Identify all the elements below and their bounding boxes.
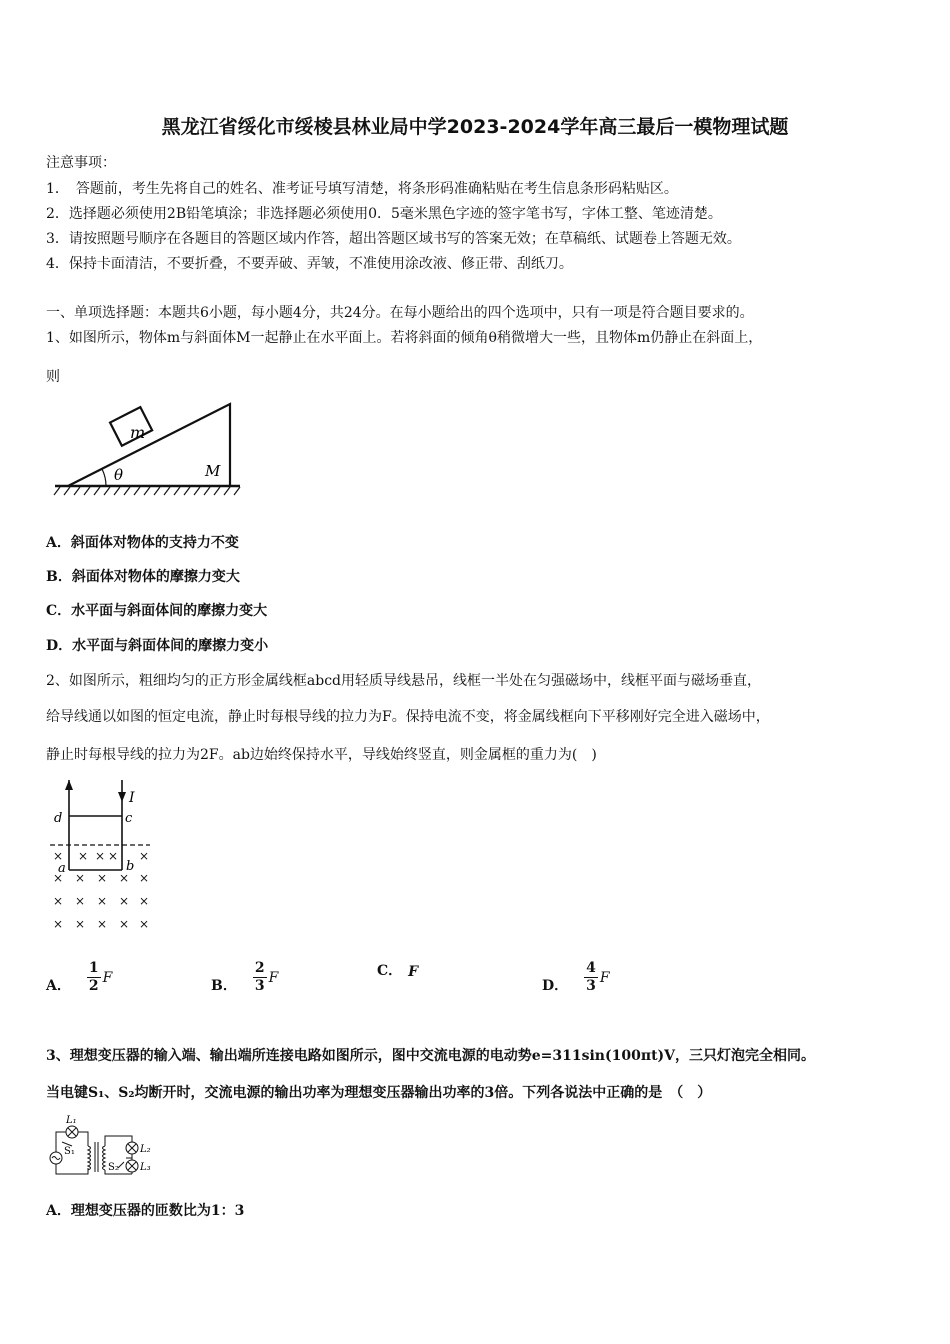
field-mark: × [108,849,119,863]
q1-option-c: C．水平面与斜面体间的摩擦力变大 [46,603,268,619]
field-mark: × [75,871,86,885]
field-mark: × [119,871,130,885]
q3-label-l1: L₁ [66,1115,77,1126]
q3-stem-line2: 当电键S₁、S₂均断开时，交流电源的输出功率为理想变压器输出功率的3倍。下列各说法中正确的是 （ ） [46,1085,712,1101]
q1-option-a: A．斜面体对物体的支持力不变 [46,535,239,551]
force-symbol: F [599,969,610,986]
field-mark: × [139,849,150,863]
denominator: 3 [586,978,596,994]
denominator: 3 [254,978,265,994]
q1-option-b: B．斜面体对物体的摩擦力变大 [46,569,240,585]
q2-option-a [46,960,112,995]
field-mark: × [119,917,130,931]
q2-current-label: I [129,790,135,806]
q2-stem-line2: 给导线通以如图的恒定电流，静止时每根导线的拉力为F。保持电流不变，将金属线框向下平移刚好完全进入磁场中， [46,709,770,725]
notice-item: 2．选择题必须使用2B铅笔填涂；非选择题必须使用0．5毫米黑色字迹的签字笔书写，字体工整、笔迹清楚。 [46,206,722,222]
q2-vertex-b: b [126,859,135,874]
q1-stem-line2: 则 [46,369,60,385]
q2-option-c [377,960,418,980]
field-mark: × [119,894,130,908]
force-symbol: F [268,969,279,986]
q2-stem-line1: 2、如图所示，粗细均匀的正方形金属线框abcd用轻质导线悬吊，线框一半处在匀强磁场中，线框平面与磁场垂直， [46,673,762,689]
q1-incline-figure [50,398,245,500]
section-heading: 一、单项选择题：本题共6小题，每小题4分，共24分。在每小题给出的四个选项中，只有一项是符合题目要求的。 [46,305,754,321]
numerator: 2 [254,960,265,976]
q2-stem-line3: 静止时每根导线的拉力为2F。ab边始终保持水平，导线始终竖直，则金属框的重力为( ) [46,747,597,763]
field-mark: × [53,871,64,885]
page-title: 黑龙江省绥化市绥棱县林业局中学2023-2024学年高三最后一模物理试题 [161,116,789,138]
q1-wedge-label: M [205,462,221,480]
q2-vertex-d: d [54,811,63,826]
q3-stem-line1: 3、理想变压器的输入端、输出端所连接电路如图所示，图中交流电源的电动势e=311sin(100πt)V，三只灯泡完全相同。 [46,1048,816,1064]
q2-option-d [542,960,610,995]
q2-option-b-label: B． [211,978,237,994]
field-mark: × [97,871,108,885]
q1-block-label: m [130,423,146,442]
numerator: 4 [586,960,596,976]
field-mark: × [139,894,150,908]
q2-option-b [211,960,278,995]
field-mark: × [139,917,150,931]
q2-option-c-label: C． [377,963,403,979]
field-mark: × [97,894,108,908]
fraction [584,960,598,995]
q3-transformer-figure [46,1112,156,1180]
field-mark: × [97,917,108,931]
q1-option-d: D．水平面与斜面体间的摩擦力变小 [46,638,269,654]
fraction [87,960,101,995]
force-symbol: F [408,964,419,980]
notice-item: 4．保持卡面清洁，不要折叠，不要弄破、弄皱，不准使用涂改液、修正带、刮纸刀。 [46,256,573,272]
field-mark: × [95,849,106,863]
fraction [253,960,267,995]
q2-frame-figure [48,778,163,933]
force-symbol: F [102,969,113,986]
q2-vertex-c: c [125,811,133,826]
denominator: 2 [88,978,99,994]
q2-vertex-a: a [58,861,66,876]
q3-label-l2: L₂ [140,1144,151,1155]
q1-stem-line1: 1、如图所示，物体m与斜面体M一起静止在水平面上。若将斜面的倾角θ稍微增大一些，且物体m仍静止在斜面上， [46,330,763,346]
notice-item: 3．请按照题号顺序在各题目的答题区域内作答，超出答题区域书写的答案无效；在草稿纸、试题卷上答题无效。 [46,231,741,247]
numerator: 1 [88,960,99,976]
field-mark: × [53,917,64,931]
q3-label-l3: L₃ [140,1162,151,1173]
notice-heading: 注意事项： [46,155,116,171]
q2-option-d-label: D． [542,978,569,994]
field-mark: × [78,849,89,863]
field-mark: × [53,849,64,863]
q3-label-s2: S₂ [108,1162,119,1173]
q2-option-a-label: A． [46,978,71,994]
q3-label-s1: S₁ [64,1146,75,1157]
q1-angle-label: θ [114,466,124,484]
field-mark: × [75,894,86,908]
notice-item: 1． 答题前，考生先将自己的姓名、准考证号填写清楚，将条形码准确粘贴在考生信息条形码粘贴区。 [46,181,678,197]
field-mark: × [53,894,64,908]
field-mark: × [139,871,150,885]
field-mark: × [75,917,86,931]
q3-option-a: A．理想变压器的匝数比为1：3 [46,1203,245,1219]
